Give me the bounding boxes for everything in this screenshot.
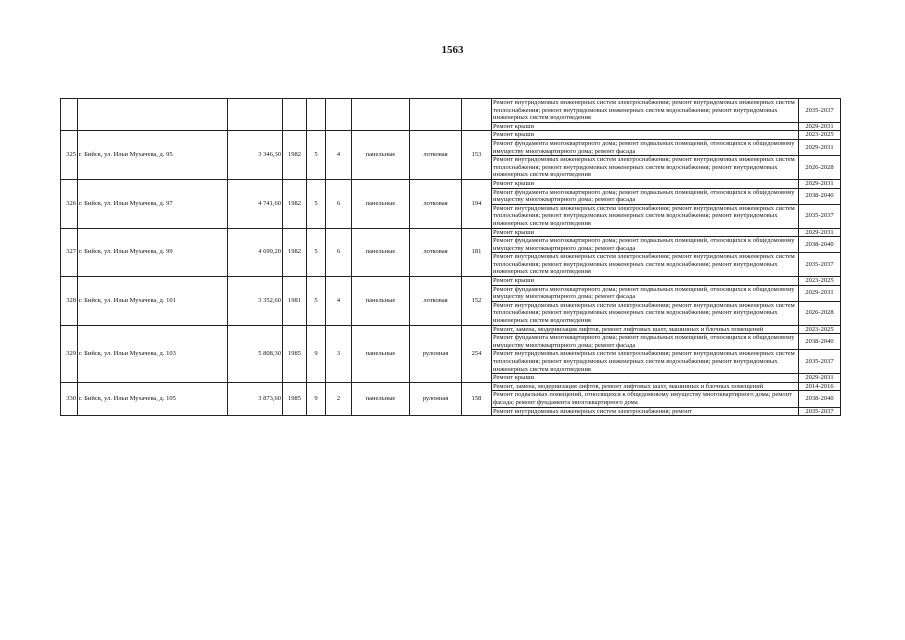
work-type-cell: Ремонт фундамента многоквартирного дома; ремонт подвальных помещений, относящихся к общедомовому имуществу многоквартирного дома; ремонт фасада: [492, 139, 799, 155]
period-cell: 2029-2031: [799, 285, 841, 301]
work-type-cell: Ремонт подвальных помещений, относящихся к общедомовому имуществу многоквартирного дома; ремонт фасада; ремонт фундамента многоквартирного дома: [492, 391, 799, 407]
floors-cell: 5: [307, 277, 326, 326]
apartments-cell: 152: [462, 277, 492, 326]
period-cell: 2029-2031: [799, 228, 841, 237]
period-cell: 2038-2040: [799, 237, 841, 253]
area-cell: 3 352,60: [228, 277, 283, 326]
address-cell: г. Бийск, ул. Ильи Мухачева, д. 95: [78, 131, 228, 180]
area-cell: 5 808,30: [228, 325, 283, 382]
period-cell: 2035-2037: [799, 407, 841, 416]
year-cell: 1985: [283, 325, 307, 382]
floors-cell: 9: [307, 382, 326, 415]
year-cell: [283, 99, 307, 131]
floors-cell: 5: [307, 228, 326, 277]
table-row: [61, 382, 841, 391]
roof-type-cell: рулонная: [410, 382, 462, 415]
period-cell: 2035-2037: [799, 204, 841, 228]
address-cell: г. Бийск, ул. Ильи Мухачева, д. 105: [78, 382, 228, 415]
area-cell: 3 873,60: [228, 382, 283, 415]
roof-type-cell: рулонная: [410, 325, 462, 382]
work-type-cell: Ремонт внутридомовых инженерных систем электроснабжения; ремонт внутридомовых инженерных систем теплоснабжения; ремонт внутридомовых инженерных систем водоснабжения; ремонт внутридомовых инженерных систем водоотведения: [492, 204, 799, 228]
year-cell: 1982: [283, 228, 307, 277]
period-cell: 2029-2031: [799, 179, 841, 188]
period-cell: 2035-2037: [799, 253, 841, 277]
period-cell: 2038-2040: [799, 188, 841, 204]
house-number-cell: 328: [61, 277, 78, 326]
house-number-cell: 330: [61, 382, 78, 415]
work-type-cell: Ремонт внутридомовых инженерных систем электроснабжения; ремонт внутридомовых инженерных систем теплоснабжения; ремонт внутридомовых инженерных систем водоснабжения; ремонт внутридомовых инженерных систем водоотведения: [492, 99, 799, 123]
entrances-cell: 6: [326, 228, 352, 277]
address-cell: г. Бийск, ул. Ильи Мухачева, д. 103: [78, 325, 228, 382]
work-type-cell: Ремонт фундамента многоквартирного дома; ремонт подвальных помещений, относящихся к общедомовому имуществу многоквартирного дома; ремонт фасада: [492, 334, 799, 350]
work-type-cell: Ремонт внутридомовых инженерных систем электроснабжения; ремонт: [492, 407, 799, 416]
work-type-cell: Ремонт крыши: [492, 374, 799, 383]
walls-material-cell: панельные: [352, 277, 410, 326]
floors-cell: 5: [307, 131, 326, 180]
period-cell: 2026-2028: [799, 156, 841, 180]
period-cell: 2029-2031: [799, 139, 841, 155]
work-type-cell: Ремонт крыши: [492, 122, 799, 131]
work-type-cell: Ремонт крыши: [492, 228, 799, 237]
walls-material-cell: панельные: [352, 228, 410, 277]
walls-material-cell: [352, 99, 410, 131]
area-cell: 4 741,60: [228, 179, 283, 228]
house-number-cell: 327: [61, 228, 78, 277]
floors-cell: 5: [307, 179, 326, 228]
work-type-cell: Ремонт крыши: [492, 131, 799, 140]
roof-type-cell: лотковая: [410, 131, 462, 180]
work-type-cell: Ремонт крыши: [492, 277, 799, 286]
work-type-cell: Ремонт, замена, модернизация лифтов, ремонт лифтовых шахт, машинных и блочных помещений: [492, 325, 799, 334]
work-type-cell: Ремонт крыши: [492, 179, 799, 188]
work-type-cell: Ремонт фундамента многоквартирного дома; ремонт подвальных помещений, относящихся к общедомовому имуществу многоквартирного дома; ремонт фасада: [492, 285, 799, 301]
address-cell: г. Бийск, ул. Ильи Мухачева, д. 97: [78, 179, 228, 228]
work-type-cell: Ремонт внутридомовых инженерных систем электроснабжения; ремонт внутридомовых инженерных систем теплоснабжения; ремонт внутридомовых инженерных систем водоснабжения; ремонт внутридомовых инженерных систем водоотведения: [492, 350, 799, 374]
year-cell: 1981: [283, 277, 307, 326]
table-row: [61, 99, 841, 123]
period-cell: 2038-2040: [799, 391, 841, 407]
house-number-cell: [61, 99, 78, 131]
period-cell: 2026-2028: [799, 301, 841, 325]
roof-type-cell: лотковая: [410, 277, 462, 326]
apartments-cell: 153: [462, 131, 492, 180]
work-type-cell: Ремонт фундамента многоквартирного дома; ремонт подвальных помещений, относящихся к общедомовому имуществу многоквартирного дома; ремонт фасада: [492, 237, 799, 253]
year-cell: 1982: [283, 131, 307, 180]
year-cell: 1982: [283, 179, 307, 228]
year-cell: 1985: [283, 382, 307, 415]
apartments-cell: 181: [462, 228, 492, 277]
entrances-cell: [326, 99, 352, 131]
roof-type-cell: лотковая: [410, 179, 462, 228]
period-cell: 2023-2025: [799, 131, 841, 140]
work-type-cell: Ремонт фундамента многоквартирного дома; ремонт подвальных помещений, относящихся к общедомовому имуществу многоквартирного дома; ремонт фасада: [492, 188, 799, 204]
address-cell: г. Бийск, ул. Ильи Мухачева, д. 99: [78, 228, 228, 277]
apartments-cell: 194: [462, 179, 492, 228]
apartments-cell: 158: [462, 382, 492, 415]
walls-material-cell: панельные: [352, 131, 410, 180]
floors-cell: [307, 99, 326, 131]
walls-material-cell: панельные: [352, 179, 410, 228]
area-cell: 4 699,20: [228, 228, 283, 277]
period-cell: 2035-2037: [799, 99, 841, 123]
house-number-cell: 329: [61, 325, 78, 382]
period-cell: 2029-2031: [799, 374, 841, 383]
table-row: [61, 131, 841, 140]
page-number: 1563: [441, 44, 464, 56]
period-cell: 2029-2031: [799, 122, 841, 131]
entrances-cell: 4: [326, 131, 352, 180]
repair-schedule-table: [60, 98, 841, 416]
work-type-cell: Ремонт внутридомовых инженерных систем электроснабжения; ремонт внутридомовых инженерных систем теплоснабжения; ремонт внутридомовых инженерных систем водоснабжения; ремонт внутридомовых инженерных систем водоотведения: [492, 253, 799, 277]
walls-material-cell: панельные: [352, 325, 410, 382]
work-type-cell: Ремонт внутридомовых инженерных систем электроснабжения; ремонт внутридомовых инженерных систем теплоснабжения; ремонт внутридомовых инженерных систем водоснабжения; ремонт внутридомовых инженерных систем водоотведения: [492, 156, 799, 180]
entrances-cell: 3: [326, 325, 352, 382]
address-cell: г. Бийск, ул. Ильи Мухачева, д. 101: [78, 277, 228, 326]
roof-type-cell: лотковая: [410, 228, 462, 277]
entrances-cell: 4: [326, 277, 352, 326]
period-cell: 2023-2025: [799, 277, 841, 286]
table-body: [61, 99, 841, 416]
period-cell: 2035-2037: [799, 350, 841, 374]
work-type-cell: Ремонт, замена, модернизация лифтов, ремонт лифтовых шахт, машинных и блочных помещений: [492, 382, 799, 391]
work-type-cell: Ремонт внутридомовых инженерных систем электроснабжения; ремонт внутридомовых инженерных систем теплоснабжения; ремонт внутридомовых инженерных систем водоснабжения; ремонт внутридомовых инженерных систем водоотведения: [492, 301, 799, 325]
entrances-cell: 6: [326, 179, 352, 228]
entrances-cell: 2: [326, 382, 352, 415]
period-cell: 2023-2025: [799, 325, 841, 334]
area-cell: 3 346,30: [228, 131, 283, 180]
address-cell: [78, 99, 228, 131]
roof-type-cell: [410, 99, 462, 131]
apartments-cell: 254: [462, 325, 492, 382]
house-number-cell: 326: [61, 179, 78, 228]
apartments-cell: [462, 99, 492, 131]
period-cell: 2014-2016: [799, 382, 841, 391]
table-row: [61, 179, 841, 188]
table-row: [61, 325, 841, 334]
area-cell: [228, 99, 283, 131]
floors-cell: 9: [307, 325, 326, 382]
walls-material-cell: панельные: [352, 382, 410, 415]
table-row: [61, 277, 841, 286]
table-row: [61, 228, 841, 237]
house-number-cell: 325: [61, 131, 78, 180]
period-cell: 2038-2040: [799, 334, 841, 350]
